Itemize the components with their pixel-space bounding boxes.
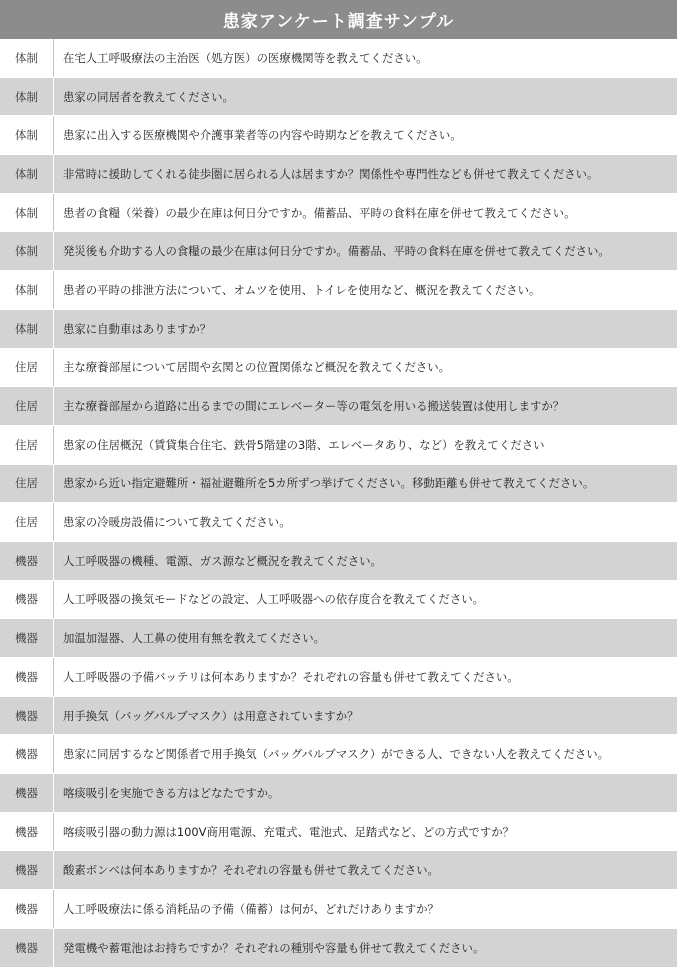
table-row (0, 465, 677, 504)
question-cell: 人工呼吸療法に係る消耗品の予備（備蓄）は何が、どれだけありますか？ (63, 901, 439, 916)
category-cell: 住居 (0, 349, 54, 387)
question-cell: 人工呼吸器の換気モードなどの設定、人工呼吸器への依存度合を教えてください。 (63, 592, 484, 607)
table-row (0, 310, 677, 349)
question-cell: 喀痰吸引器の動力源は100V商用電源、充電式、電池式、足踏式など、どの方式ですか？ (63, 824, 514, 839)
question-cell: 患家の住居概況（賃貸集合住宅、鉄骨5階建の3階、エレベータあり、など）を教えてください (63, 437, 545, 452)
category-cell: 体制 (0, 194, 54, 232)
table-row (0, 78, 677, 117)
survey-table (0, 39, 677, 968)
table-row (0, 619, 677, 658)
question-cell: 患家に自動車はありますか？ (63, 321, 212, 336)
category-cell: 機器 (0, 658, 54, 696)
question-cell: 患者の平時の排泄方法について、オムツを使用、トイレを使用など、概況を教えてください。 (63, 282, 541, 297)
category-cell: 体制 (0, 155, 54, 193)
table-row (0, 155, 677, 194)
category-cell: 体制 (0, 232, 54, 270)
question-cell: 患家に同居するなど関係者で用手換気（バッグバルブマスク）ができる人、できない人を教えてください。 (63, 747, 610, 762)
question-cell: 用手換気（バッグバルブマスク）は用意されていますか？ (63, 708, 359, 723)
category-cell: 住居 (0, 465, 54, 503)
category-cell: 体制 (0, 39, 54, 77)
category-cell: 住居 (0, 503, 54, 541)
question-cell: 患家の同居者を教えてください。 (63, 89, 234, 104)
category-cell: 住居 (0, 426, 54, 464)
category-cell: 機器 (0, 697, 54, 735)
table-row (0, 271, 677, 310)
question-cell: 主な療養部屋について居間や玄関との位置関係など概況を教えてください。 (63, 360, 451, 375)
category-cell: 機器 (0, 890, 54, 928)
category-cell: 機器 (0, 735, 54, 773)
category-cell: 機器 (0, 851, 54, 889)
question-cell: 発電機や蓄電池はお持ちですか？それぞれの種別や容量も併せて教えてください。 (63, 940, 485, 955)
table-row (0, 349, 677, 388)
category-cell: 機器 (0, 929, 54, 967)
question-cell: 人工呼吸器の予備バッテリは何本ありますか？それぞれの容量も併せて教えてください。 (63, 669, 519, 684)
question-cell: 加温加湿器、人工鼻の使用有無を教えてください。 (63, 631, 325, 646)
table-row (0, 658, 677, 697)
table-row (0, 735, 677, 774)
question-cell: 非常時に援助してくれる徒歩圏に居られる人は居ますか？関係性や専門性なども併せて教えてください。 (63, 166, 599, 181)
table-row (0, 813, 677, 852)
question-cell: 主な療養部屋から道路に出るまでの間にエレベーター等の電気を用いる搬送装置は使用しますか？ (63, 399, 565, 414)
category-cell: 機器 (0, 813, 54, 851)
category-cell: 機器 (0, 581, 54, 619)
category-cell: 機器 (0, 619, 54, 657)
table-row (0, 851, 677, 890)
table-row (0, 232, 677, 271)
question-cell: 喀痰吸引を実施できる方はどなたですか。 (63, 785, 280, 800)
table-row (0, 581, 677, 620)
table-row (0, 890, 677, 929)
question-cell: 患家から近い指定避難所・福祉避難所を5カ所ずつ挙げてください。移動距離も併せて教えてください。 (63, 476, 595, 491)
table-row (0, 426, 677, 465)
table-row (0, 116, 677, 155)
category-cell: 体制 (0, 310, 54, 348)
category-cell: 機器 (0, 542, 54, 580)
category-cell: 体制 (0, 116, 54, 154)
table-row (0, 503, 677, 542)
question-cell: 患家に出入する医療機関や介護事業者等の内容や時期などを教えてください。 (63, 128, 462, 143)
table-row (0, 194, 677, 233)
page-title: 患家アンケート調査サンプル (0, 0, 677, 39)
category-cell: 体制 (0, 78, 54, 116)
table-row (0, 387, 677, 426)
question-cell: 発災後も介助する人の食糧の最少在庫は何日分ですか。備蓄品、平時の食料在庫を併せて教えてください。 (63, 244, 610, 259)
table-row (0, 542, 677, 581)
category-cell: 体制 (0, 271, 54, 309)
question-cell: 在宅人工呼吸療法の主治医（処方医）の医療機関等を教えてください。 (63, 50, 428, 65)
category-cell: 住居 (0, 387, 54, 425)
table-row (0, 39, 677, 78)
question-cell: 患者の食糧（栄養）の最少在庫は何日分ですか。備蓄品、平時の食料在庫を併せて教えてください。 (63, 205, 576, 220)
question-cell: 患家の冷暖房設備について教えてください。 (63, 515, 291, 530)
question-cell: 人工呼吸器の機種、電源、ガス源など概況を教えてください。 (63, 553, 382, 568)
table-row (0, 774, 677, 813)
category-cell: 機器 (0, 774, 54, 812)
question-cell: 酸素ボンベは何本ありますか？それぞれの容量も併せて教えてください。 (63, 863, 439, 878)
table-row (0, 929, 677, 968)
table-row (0, 697, 677, 736)
